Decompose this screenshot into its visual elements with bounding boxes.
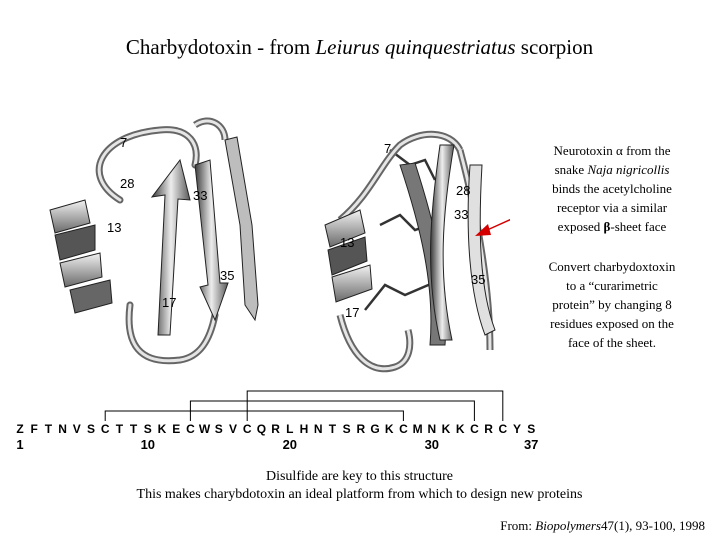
- note1-line2-prefix: snake: [554, 162, 588, 177]
- residue: L: [286, 422, 294, 436]
- note1-line2: [522, 160, 702, 179]
- note1-line3: binds the acetylcholine: [552, 181, 672, 196]
- residue: S: [86, 422, 96, 436]
- residue: M: [412, 422, 423, 436]
- residue: C: [186, 422, 195, 436]
- source-suffix: 47(1), 93-100, 1998: [601, 518, 705, 533]
- source-prefix: From:: [500, 518, 536, 533]
- residue-number: 37: [523, 437, 539, 452]
- disulfide-bridge: [105, 411, 403, 421]
- note1-line4: receptor via a similar: [556, 200, 668, 215]
- residue: K: [455, 422, 465, 436]
- ribbon-structures: [40, 105, 510, 405]
- residue: W: [198, 422, 211, 436]
- note1-line5-suffix: -sheet face: [610, 219, 667, 234]
- residue: E: [172, 422, 181, 436]
- residue: K: [384, 422, 394, 436]
- residue: N: [427, 422, 437, 436]
- residue: S: [527, 422, 536, 436]
- note2-line5: face of the sheet.: [567, 335, 657, 350]
- note1-species: Naja nigricollis: [587, 162, 670, 177]
- residue: K: [441, 422, 451, 436]
- residue: C: [399, 422, 408, 436]
- residue-number: 10: [140, 437, 156, 452]
- residue: R: [356, 422, 366, 436]
- sequence-diagram: [10, 385, 550, 455]
- note1-line1: [522, 141, 702, 160]
- residue: S: [342, 422, 351, 436]
- right-label-28: 28: [456, 183, 471, 198]
- residue: Z: [16, 422, 24, 436]
- note-neurotoxin: [522, 141, 702, 236]
- residue: Y: [512, 422, 522, 436]
- residue: C: [498, 422, 508, 436]
- left-label-13: 13: [107, 220, 122, 235]
- residue: C: [242, 422, 252, 436]
- title-species: Leiurus quinquestriatus: [315, 35, 516, 59]
- residue: V: [72, 422, 81, 436]
- note1-line1-suffix: from the: [622, 143, 671, 158]
- right-label-7: 7: [384, 141, 392, 156]
- residue: T: [328, 422, 337, 436]
- residue: C: [470, 422, 479, 436]
- residue: S: [214, 422, 223, 436]
- alpha-symbol: α: [616, 143, 623, 158]
- right-label-33: 33: [454, 207, 469, 222]
- note1-line5: [522, 217, 702, 236]
- residue: T: [115, 422, 124, 436]
- note1-line5-prefix: exposed: [557, 219, 604, 234]
- caption-line2: This makes charybdotoxin an ideal platform from which to design new proteins: [136, 487, 583, 502]
- title-suffix: scorpion: [515, 35, 594, 59]
- residue: N: [58, 422, 67, 436]
- source-journal: Biopolymers: [535, 518, 601, 533]
- left-label-35: 35: [220, 268, 235, 283]
- structure-right: [325, 134, 495, 368]
- left-label-17: 17: [162, 295, 177, 310]
- right-label-35: 35: [471, 272, 486, 287]
- slide-title: [0, 35, 719, 60]
- left-label-28: 28: [120, 176, 135, 191]
- residue-number: 30: [424, 437, 440, 452]
- structure-left: [50, 121, 258, 361]
- note2-line3: protein” by changing 8: [552, 297, 672, 312]
- residue: K: [157, 422, 167, 436]
- left-label-7: 7: [120, 135, 128, 150]
- residue-number: 1: [16, 437, 24, 452]
- residue: R: [484, 422, 493, 436]
- source-citation: [500, 518, 705, 534]
- note2-line1: Convert charbydoxtoxin: [548, 259, 676, 274]
- right-label-17: 17: [345, 305, 360, 320]
- disulfide-bridge: [247, 391, 503, 421]
- residue: T: [44, 422, 53, 436]
- residue: Q: [256, 422, 267, 436]
- right-label-13: 13: [340, 235, 355, 250]
- left-label-33: 33: [193, 188, 208, 203]
- residue: V: [228, 422, 238, 436]
- residue: H: [299, 422, 309, 436]
- beta-symbol: β: [603, 219, 611, 234]
- residue: F: [30, 422, 38, 436]
- residue: G: [370, 422, 380, 436]
- caption-line1: Disulfide are key to this structure: [265, 469, 453, 484]
- note1-line1-prefix: Neurotoxin: [553, 143, 616, 158]
- caption: [0, 468, 719, 504]
- residue: T: [129, 422, 138, 436]
- residue: S: [143, 422, 152, 436]
- residue-number: 20: [282, 437, 298, 452]
- note2-line4: residues exposed on the: [550, 316, 674, 331]
- note2-line2: to a “curarimetric: [566, 278, 658, 293]
- residue: R: [271, 422, 280, 436]
- note-conversion: [522, 257, 702, 352]
- residue: C: [100, 422, 110, 436]
- title-prefix: Charbydotoxin - from: [125, 35, 316, 59]
- residue: N: [313, 422, 323, 436]
